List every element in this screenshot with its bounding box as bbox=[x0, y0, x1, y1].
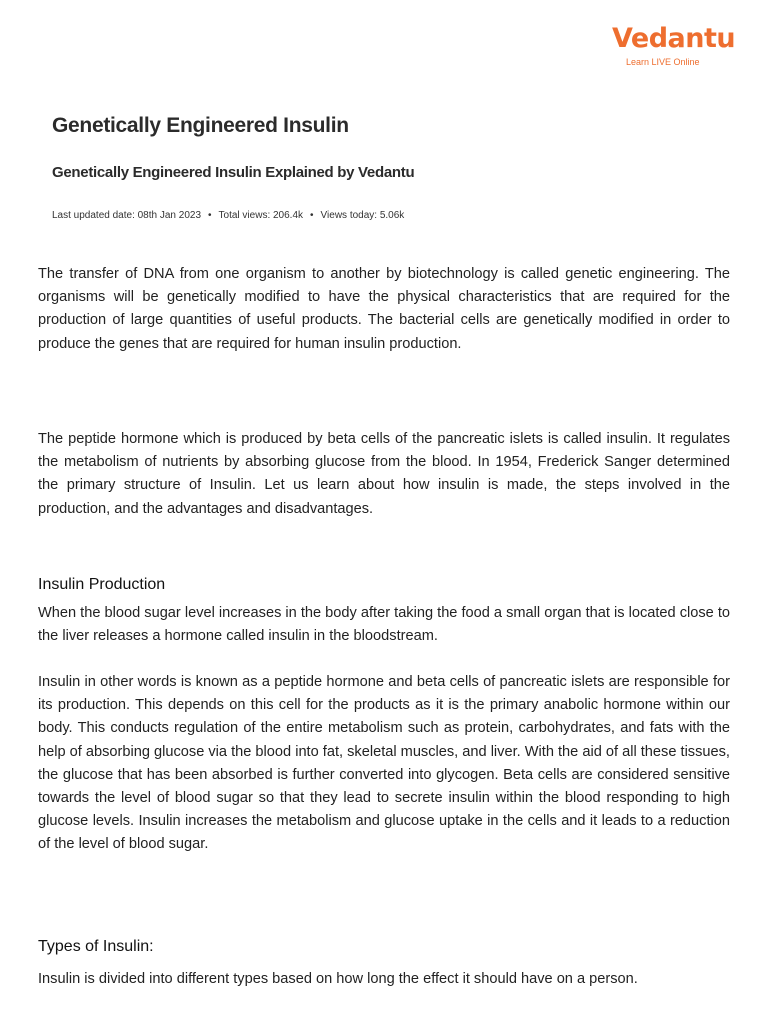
intro-paragraph-1-block bbox=[38, 263, 730, 356]
page-title: Genetically Engineered Insulin bbox=[52, 114, 349, 137]
meta-separator: • bbox=[310, 210, 314, 221]
section-paragraph: When the blood sugar level increases in the body after taking the food a small organ that is located close to the liver releases a hormone called insulin in the bloodstream. bbox=[38, 605, 730, 645]
intro-paragraph: The peptide hormone which is produced by beta cells of the pancreatic islets is called insulin. It regulates the metabolism of nutrients by absorbing glucose from the blood. In 1954, Frederick Sanger determined the primary structure of Insulin. Let us learn about how insulin is made, the steps involved in the production, and the advantages and disadvantages. bbox=[38, 431, 730, 517]
section-heading: Insulin Production bbox=[38, 576, 166, 593]
intro-paragraph: The transfer of DNA from one organism to another by biotechnology is called genetic engineering. The organisms will be genetically modified to have the physical characteristics that are required for the production of large quantities of useful products. The bacterial cells are genetically modified in order to produce the genes that are required for human insulin production. bbox=[38, 266, 730, 352]
section-insulin-production bbox=[38, 574, 730, 596]
intro-paragraph-2-block bbox=[38, 428, 730, 521]
logo-wordmark: Vedantu bbox=[612, 23, 736, 54]
vedantu-logo[interactable] bbox=[612, 22, 736, 72]
page-subtitle: Genetically Engineered Insulin Explained by Vedantu bbox=[52, 164, 415, 181]
insulin-production-paragraph-2-block bbox=[38, 671, 730, 857]
views-today: Views today: 5.06k bbox=[320, 210, 405, 221]
types-of-insulin-paragraph-block bbox=[38, 968, 730, 991]
logo-tagline: Learn LIVE Online bbox=[626, 57, 700, 67]
section-paragraph: Insulin is divided into different types based on how long the effect it should have on a person. bbox=[38, 971, 638, 987]
insulin-production-paragraph-1-block bbox=[38, 602, 730, 648]
last-updated-date: Last updated date: 08th Jan 2023 bbox=[52, 210, 202, 221]
section-heading: Types of Insulin: bbox=[38, 938, 154, 955]
article-meta bbox=[52, 210, 404, 221]
meta-separator: • bbox=[208, 210, 212, 221]
section-paragraph: Insulin in other words is known as a peptide hormone and beta cells of pancreatic islets are responsible for its production. This depends on this cell for the products as it is the primary anabolic hormone within our body. This conducts regulation of the entire metabolism such as protein, carbohydrates, and fats with the help of absorbing glucose via the blood into fat, skeletal muscles, and liver. With the aid of all these tissues, the glucose that has been absorbed is further converted into glycogen. Beta cells are considered sensitive towards the level of blood sugar so that they lead to secrete insulin within the blood responding to high glucose levels. Insulin increases the metabolism and glucose uptake in the cells and it leads to a reduction of the level of blood sugar. bbox=[38, 674, 730, 853]
total-views: Total views: 206.4k bbox=[218, 210, 304, 221]
section-types-of-insulin bbox=[38, 936, 730, 958]
